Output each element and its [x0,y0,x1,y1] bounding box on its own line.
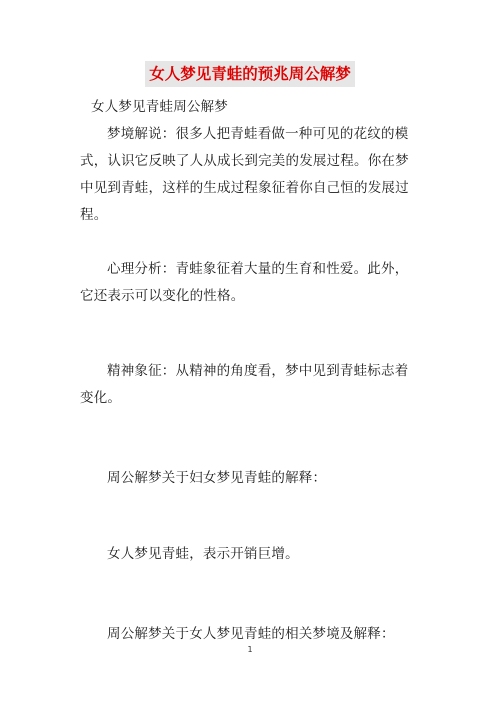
paragraph-psychology-analysis: 心理分析：青蛙象征着大量的生育和性爱。此外，它还表示可以变化的性格。 [80,261,409,304]
paragraph-spiritual-symbol: 精神象征：从精神的角度看，梦中见到青蛙标志着变化。 [80,363,409,406]
paragraph-related-dreams-heading: 周公解梦关于女人梦见青蛙的相关梦境及解释： [107,626,395,642]
paragraph-dream-explanation: 梦境解说：很多人把青蛙看做一种可见的花纹的模式，认识它反映了人从成长到完美的发展过程。你在梦中见到青蛙，这样的生成过程象征着你自己恒的发展过程。 [80,126,409,223]
document-title: 女人梦见青蛙的预兆周公解梦 [145,61,355,87]
paragraph-women-interpretation: 女人梦见青蛙，表示开销巨增。 [107,546,299,562]
title-container [0,61,500,87]
document-subtitle: 女人梦见青蛙周公解梦 [91,99,228,115]
page-number: 1 [247,645,253,654]
paragraph-women-interpretation-heading: 周公解梦关于妇女梦见青蛙的解释： [107,470,327,486]
